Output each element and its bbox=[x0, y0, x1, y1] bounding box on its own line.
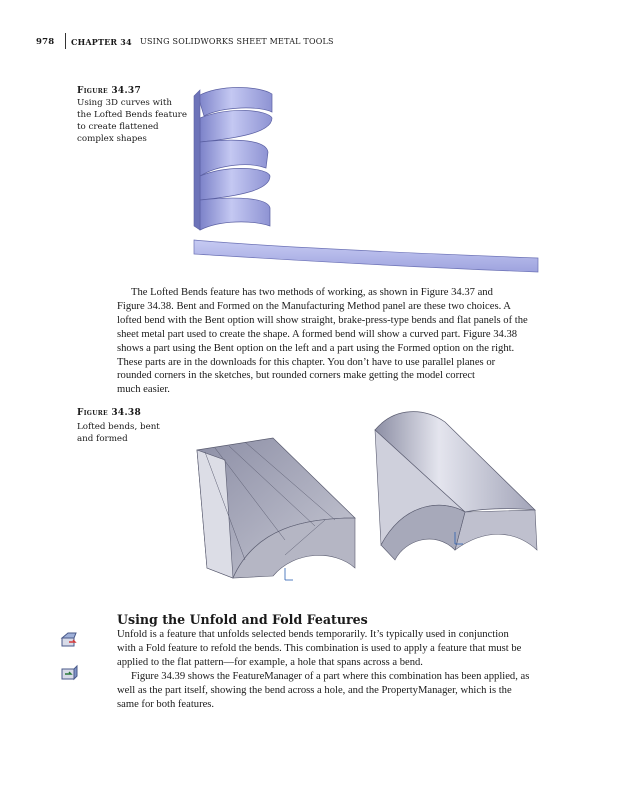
caption-line: to create flattened bbox=[77, 122, 159, 132]
caption-line: Using 3D curves with bbox=[77, 98, 172, 108]
fold-icon bbox=[59, 663, 79, 683]
caption-line: and formed bbox=[77, 434, 128, 444]
text-line: with a Fold feature to refold the bends. This combination is used to apply a feature that must be bbox=[117, 642, 522, 654]
spiral-part bbox=[194, 88, 272, 231]
caption-line: complex shapes bbox=[77, 134, 147, 144]
text-line: rounded corners in the sketches, but rounded corners make getting the model correct bbox=[117, 370, 476, 382]
figure-37-image bbox=[180, 80, 550, 280]
text-line: same for both features. bbox=[117, 698, 215, 710]
chapter-label: CHAPTER 34 bbox=[71, 37, 132, 47]
body-paragraph-1 bbox=[117, 286, 583, 397]
unfold-icon bbox=[59, 630, 79, 650]
bent-part bbox=[197, 438, 355, 580]
caption-line: the Lofted Bends feature bbox=[77, 110, 187, 120]
figure-37-caption bbox=[77, 97, 187, 145]
figure-38-label: Figure 34.38 bbox=[77, 408, 142, 418]
text-line: applied to the flat pattern—for example, a hole that spans across a bend. bbox=[117, 656, 423, 668]
caption-line: Lofted bends, bent bbox=[77, 422, 160, 432]
figure-38-caption bbox=[77, 421, 187, 445]
text-line: Unfold is a feature that unfolds selected bends temporarily. It’s typically used in conjunction bbox=[117, 629, 509, 640]
page-number: 978 bbox=[36, 37, 55, 47]
text-line: shows a part using the Bent option on the left and a part using the Formed option on the right. bbox=[117, 342, 515, 354]
text-line: much easier. bbox=[117, 384, 170, 396]
section-heading: Using the Unfold and Fold Features bbox=[117, 612, 368, 627]
formed-part bbox=[375, 412, 537, 560]
header-divider bbox=[65, 33, 66, 49]
figure-37-label: Figure 34.37 bbox=[77, 86, 142, 96]
section-body bbox=[117, 628, 583, 711]
text-line: Figure 34.39 shows the FeatureManager of a part where this combination has been applied, as bbox=[131, 670, 530, 682]
figure-38-image bbox=[185, 400, 555, 590]
flattened-strip bbox=[194, 240, 538, 272]
text-line: The Lofted Bends feature has two methods of working, as shown in Figure 34.37 and bbox=[131, 287, 493, 298]
chapter-title: USING SOLIDWORKS SHEET METAL TOOLS bbox=[140, 37, 334, 46]
text-line: sheet metal part used to create the shape. A formed bend will show a curved part. Figure 34.38 bbox=[117, 328, 518, 340]
text-line: Figure 34.38. Bent and Formed on the Manufacturing Method panel are these two choices. A bbox=[117, 300, 511, 312]
text-line: well as the part itself, showing the bend across a hole, and the PropertyManager, which is the bbox=[117, 684, 512, 696]
text-line: These parts are in the downloads for this chapter. You don’t have to use parallel planes or bbox=[117, 356, 496, 368]
text-line: lofted bend with the Bent option will show straight, brake-press-type bends and flat panels of the bbox=[117, 314, 528, 326]
